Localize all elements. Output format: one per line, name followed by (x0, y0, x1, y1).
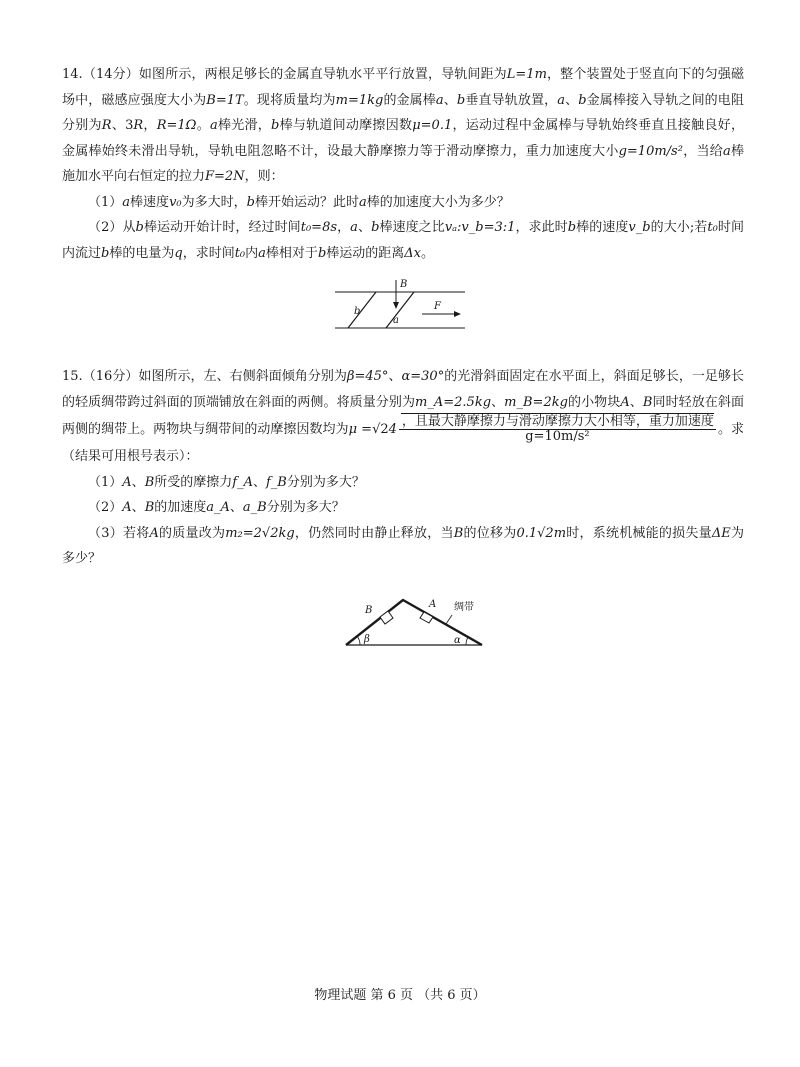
b-field-arrowhead (393, 302, 399, 309)
label-b: b (354, 306, 361, 317)
label-beta: β (364, 634, 370, 645)
rails-diagram (330, 276, 470, 338)
question-15-stem: 15.（16分）如图所示，左、右侧斜面倾角分别为β=45°、α=30°的光滑斜面固定在水平面上，斜面足够长，一足够长的轻质绸带跨过斜面的顶端铺放在斜面的两侧。将质量分别为m_A=2.5kg、m_B=2kg的小物块A、B同时轻放在斜面两侧的绸带上。两物块与绸带间的动摩擦因数均为μ =√24 $\frac{\text{，且最大静摩擦力与滑动摩擦力大小相等，重力加速度}}{\text{g=10m/s²}}$ 。求（结果可用根号表示）： (62, 369, 744, 464)
label-B: B (365, 605, 373, 616)
incline-diagram (340, 592, 490, 654)
question-points: （16分） (82, 369, 139, 384)
alpha-arc (466, 637, 468, 645)
label-B: B (400, 279, 408, 290)
question-14-part-2: （2）从b棒运动开始计时，经过时间t₀=8s，a、b棒速度之比vₐ:v_b=3:1，求此时b棒的速度v_b的大小;若t₀时间内流过b棒的电量为q，求时间t₀内a棒相对于b棒运动的距离Δx。 (62, 220, 744, 261)
force-arrowhead (454, 311, 461, 317)
question-number: 15. (62, 369, 83, 384)
label-a: a (393, 315, 399, 326)
question-14-part-1: （1）a棒速度v₀为多大时，b棒开始运动？此时a棒的加速度大小为多少？ (88, 194, 510, 210)
silk-pointer (446, 615, 452, 624)
label-silk: 绸带 (454, 602, 474, 613)
question-15-part-1: （1）A、B所受的摩擦力f_A、f_B分别为多大？ (88, 474, 365, 490)
mu-fraction: $\frac{\text{，且最大静摩擦力与滑动摩擦力大小相等，重力加速度}}{\text{g=10m/s²}}$ (399, 415, 716, 444)
block-B (380, 611, 393, 624)
page-footer: 物理试题 第 6 页 （共 6 页） (314, 988, 486, 1003)
question-15-part-2: （2）A、B的加速度a_A、a_B分别为多大？ (88, 500, 345, 515)
label-alpha: α (454, 635, 461, 646)
bar-b (348, 292, 376, 328)
question-15-part-3: （3）若将A的质量改为m₂=2√2kg，仍然同时由静止释放，当B的位移为0.1√2m时，系统机械能的损失量ΔE为多少？ (62, 525, 744, 566)
label-F: F (434, 301, 441, 312)
label-A: A (429, 599, 437, 610)
question-14 (62, 62, 744, 266)
question-14-stem: 14.（14分）如图所示，两根足够长的金属直导轨水平平行放置，导轨间距为L=1m，整个装置处于竖直向下的匀强磁场中，磁感应强度大小为B=1T。现将质量均为m=1kg的金属棒a、b垂直导轨放置，a、b金属棒接入导轨之间的电阻分别为R、3R，R=1Ω。a棒光滑，b棒与轨道间动摩擦因数μ=0.1，运动过程中金属棒与导轨始终垂直且接触良好，金属棒始终未滑出导轨，导轨电阻忽略不计，设最大静摩擦力等于滑动摩擦力，重力加速度大小g=10m/s²，当给a棒施加水平向右恒定的拉力F=2N，则： (62, 67, 744, 184)
question-15 (62, 364, 744, 572)
block-A (420, 612, 433, 623)
question-points: （14分） (82, 67, 139, 82)
bar-a (386, 292, 414, 328)
question-number: 14. (62, 67, 83, 82)
